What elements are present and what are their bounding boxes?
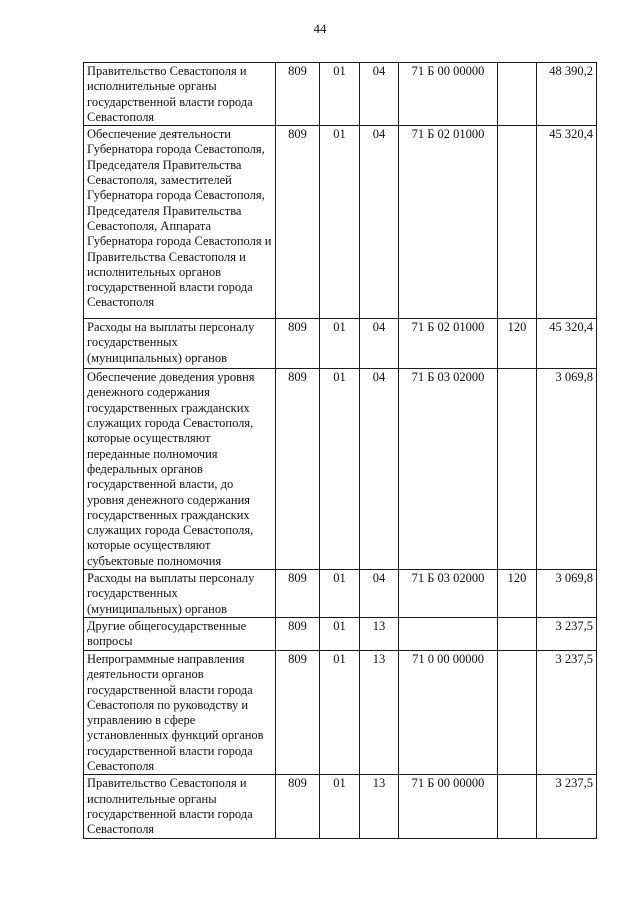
row-target-article-code: 71 Б 00 00000 [399, 63, 498, 126]
row-amount: 3 069,8 [537, 369, 597, 570]
row-target-article-code: 71 Б 00 00000 [399, 775, 498, 838]
row-expense-type-code [498, 63, 537, 126]
row-subsection-code: 04 [360, 319, 399, 369]
table-row [84, 369, 597, 570]
row-amount: 48 390,2 [537, 63, 597, 126]
row-amount: 45 320,4 [537, 319, 597, 369]
table-row [84, 650, 597, 774]
row-name: Расходы на выплаты персоналу государственных (муниципальных) органов [84, 570, 276, 618]
table-row [84, 617, 597, 650]
row-target-article-code: 71 Б 03 02000 [399, 570, 498, 618]
row-department-code: 809 [276, 650, 320, 774]
row-amount: 3 069,8 [537, 570, 597, 618]
table-row [84, 775, 597, 838]
row-name: Расходы на выплаты персоналу государственных (муниципальных) органов [84, 319, 276, 369]
row-department-code: 809 [276, 319, 320, 369]
row-section-code: 01 [320, 63, 360, 126]
page-number: 44 [313, 21, 327, 36]
row-subsection-code: 13 [360, 650, 399, 774]
row-section-code: 01 [320, 650, 360, 774]
row-expense-type-code [498, 650, 537, 774]
table-row [84, 319, 597, 369]
row-expense-type-code [498, 617, 537, 650]
row-name: Непрограммные направления деятельности органов государственной власти города Севастополя по руководству и управлению в сфере установленных функций органов государственной власти города Севастополя [84, 650, 276, 774]
row-amount: 3 237,5 [537, 775, 597, 838]
row-subsection-code: 13 [360, 617, 399, 650]
table-row [84, 570, 597, 618]
row-target-article-code [399, 617, 498, 650]
row-target-article-code: 71 Б 03 02000 [399, 369, 498, 570]
row-subsection-code: 04 [360, 369, 399, 570]
row-department-code: 809 [276, 126, 320, 319]
row-name: Правительство Севастополя и исполнительные органы государственной власти города Севастополя [84, 63, 276, 126]
row-department-code: 809 [276, 369, 320, 570]
row-section-code: 01 [320, 570, 360, 618]
row-target-article-code: 71 Б 02 01000 [399, 319, 498, 369]
budget-table [83, 62, 597, 839]
row-name: Обеспечение доведения уровня денежного содержания государственных гражданских служащих города Севастополя, которые осуществляют переданные полномочия федеральных органов государственной власти, до уровня денежного содержания государственных гражданских служащих города Севастополя, которые осуществляют субъектовые полномочия [84, 369, 276, 570]
row-subsection-code: 04 [360, 63, 399, 126]
row-expense-type-code [498, 775, 537, 838]
table-row [84, 126, 597, 319]
row-target-article-code: 71 0 00 00000 [399, 650, 498, 774]
row-amount: 3 237,5 [537, 617, 597, 650]
row-target-article-code: 71 Б 02 01000 [399, 126, 498, 319]
row-section-code: 01 [320, 775, 360, 838]
row-expense-type-code [498, 126, 537, 319]
row-name: Правительство Севастополя и исполнительные органы государственной власти города Севастополя [84, 775, 276, 838]
row-name: Другие общегосударственные вопросы [84, 617, 276, 650]
row-amount: 45 320,4 [537, 126, 597, 319]
row-subsection-code: 13 [360, 775, 399, 838]
row-section-code: 01 [320, 617, 360, 650]
row-department-code: 809 [276, 775, 320, 838]
row-subsection-code: 04 [360, 570, 399, 618]
row-department-code: 809 [276, 570, 320, 618]
row-subsection-code: 04 [360, 126, 399, 319]
row-section-code: 01 [320, 369, 360, 570]
row-section-code: 01 [320, 126, 360, 319]
row-section-code: 01 [320, 319, 360, 369]
table-row [84, 63, 597, 126]
row-expense-type-code: 120 [498, 570, 537, 618]
row-department-code: 809 [276, 63, 320, 126]
row-expense-type-code: 120 [498, 319, 537, 369]
row-department-code: 809 [276, 617, 320, 650]
row-amount: 3 237,5 [537, 650, 597, 774]
row-expense-type-code [498, 369, 537, 570]
row-name: Обеспечение деятельности Губернатора города Севастополя, Председателя Правительства Севастополя, заместителей Губернатора города Севастополя, Председателя Правительства Севастополя, Аппарата Губернатора города Севастополя и Правительства Севастополя и исполнительных органов государственной власти города Севастополя [84, 126, 276, 319]
